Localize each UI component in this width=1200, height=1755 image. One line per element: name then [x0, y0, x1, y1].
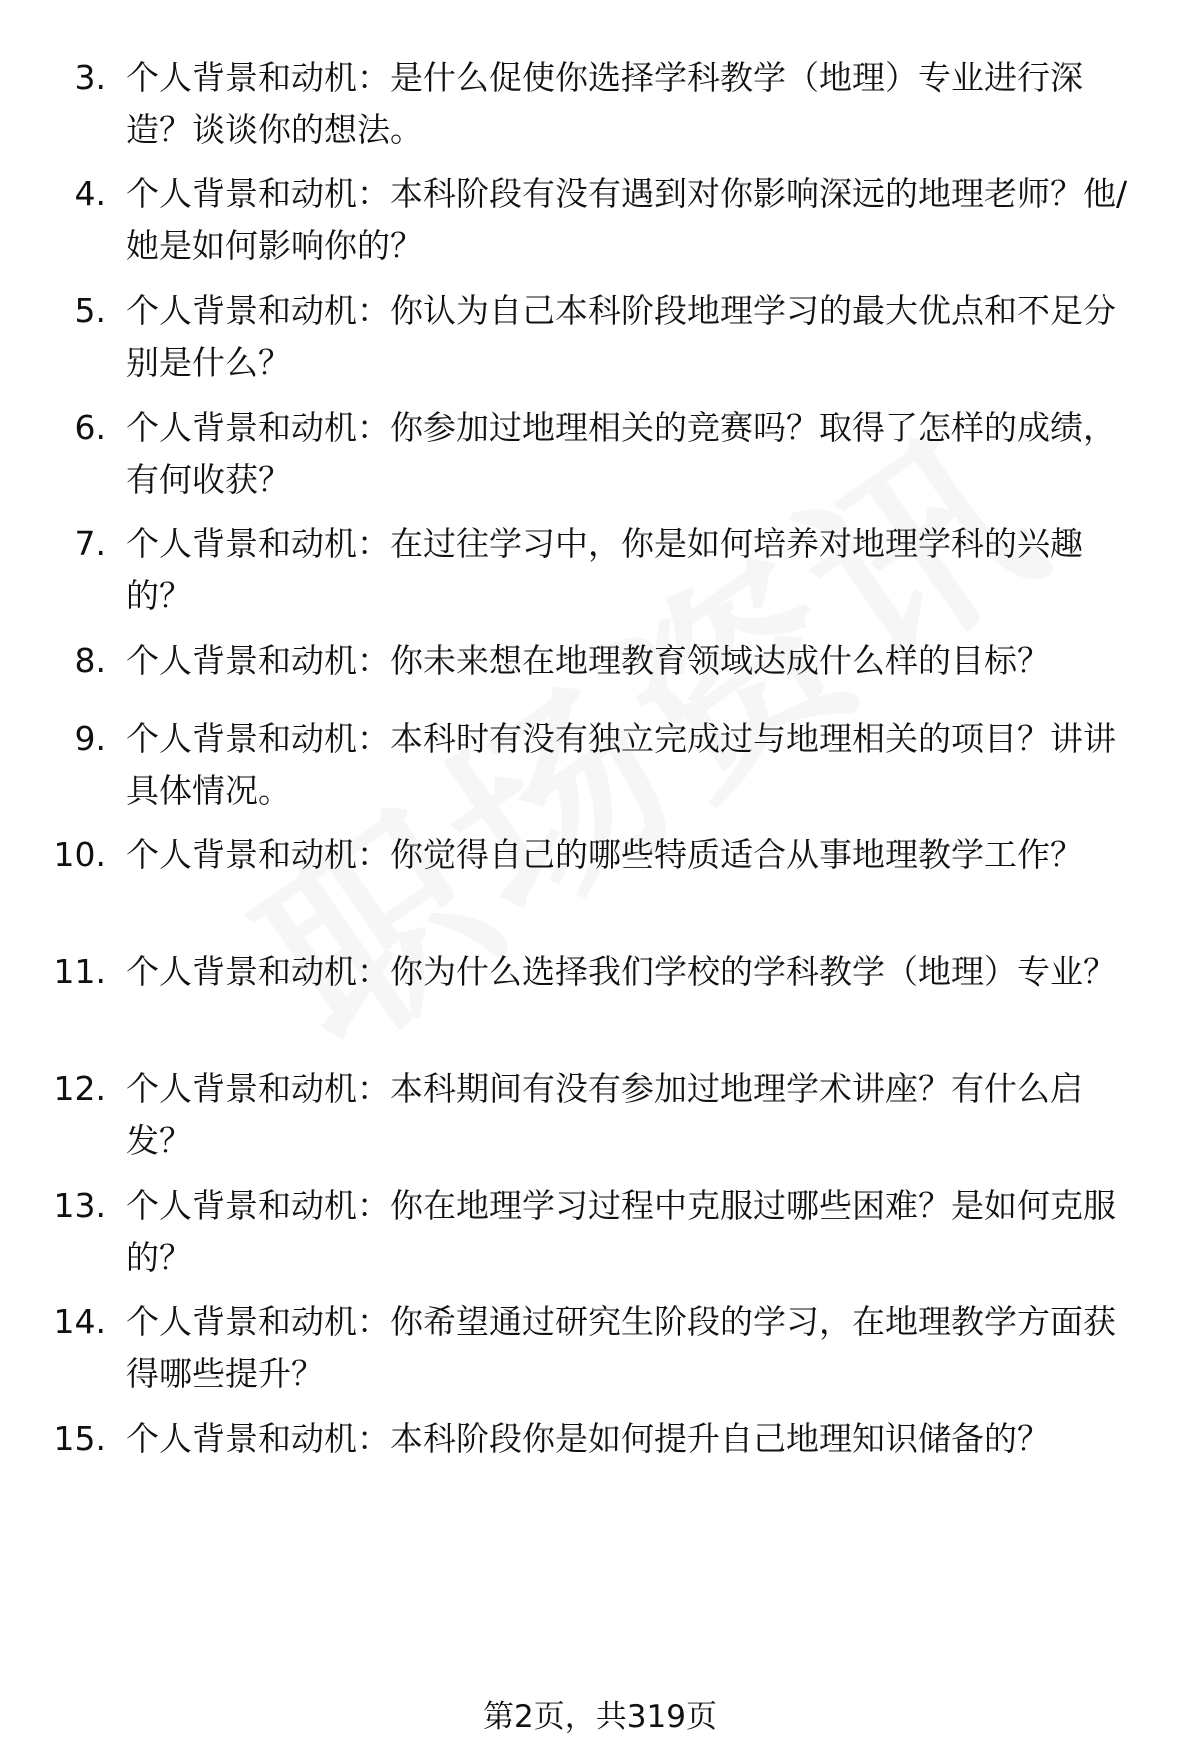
item-number: 9. [74, 719, 106, 758]
item-number: 14. [53, 1302, 106, 1341]
item-number: 11. [53, 952, 106, 991]
item-number: 6. [74, 408, 106, 447]
item-number: 8. [74, 641, 106, 680]
item-text: 个人背景和动机：你觉得自己的哪些特质适合从事地理教学工作？ [126, 835, 1083, 874]
item-text: 个人背景和动机：本科时有没有独立完成过与地理相关的项目？讲讲具体情况。 [126, 719, 1116, 810]
page-footer: 第2页，共319页 [483, 1699, 717, 1735]
item-number: 15. [53, 1419, 106, 1458]
item-number: 7. [74, 524, 106, 563]
item-text: 个人背景和动机：本科期间有没有参加过地理学术讲座？有什么启发？ [126, 1069, 1083, 1160]
item-text: 个人背景和动机：在过往学习中，你是如何培养对地理学科的兴趣的？ [126, 524, 1083, 615]
item-text: 个人背景和动机：你在地理学习过程中克服过哪些困难？是如何克服的？ [126, 1186, 1116, 1277]
item-number: 3. [74, 58, 106, 97]
item-text: 个人背景和动机：你认为自己本科阶段地理学习的最大优点和不足分别是什么？ [126, 291, 1116, 382]
item-number: 10. [53, 835, 106, 874]
item-text: 个人背景和动机：你希望通过研究生阶段的学习，在地理教学方面获得哪些提升？ [126, 1302, 1116, 1393]
item-text: 个人背景和动机：本科阶段有没有遇到对你影响深远的地理老师？他/她是如何影响你的？ [126, 174, 1128, 265]
item-text: 个人背景和动机：你参加过地理相关的竞赛吗？取得了怎样的成绩，有何收获？ [126, 408, 1116, 499]
item-text: 个人背景和动机：是什么促使你选择学科教学（地理）专业进行深造？谈谈你的想法。 [126, 58, 1083, 149]
item-text: 个人背景和动机：本科阶段你是如何提升自己地理知识储备的？ [126, 1419, 1050, 1458]
item-number: 5. [74, 291, 106, 330]
item-number: 4. [74, 174, 106, 213]
item-number: 12. [53, 1069, 106, 1108]
item-text: 个人背景和动机：你为什么选择我们学校的学科教学（地理）专业？ [126, 952, 1116, 991]
item-number: 13. [53, 1186, 106, 1225]
item-text: 个人背景和动机：你未来想在地理教育领域达成什么样的目标？ [126, 641, 1050, 680]
